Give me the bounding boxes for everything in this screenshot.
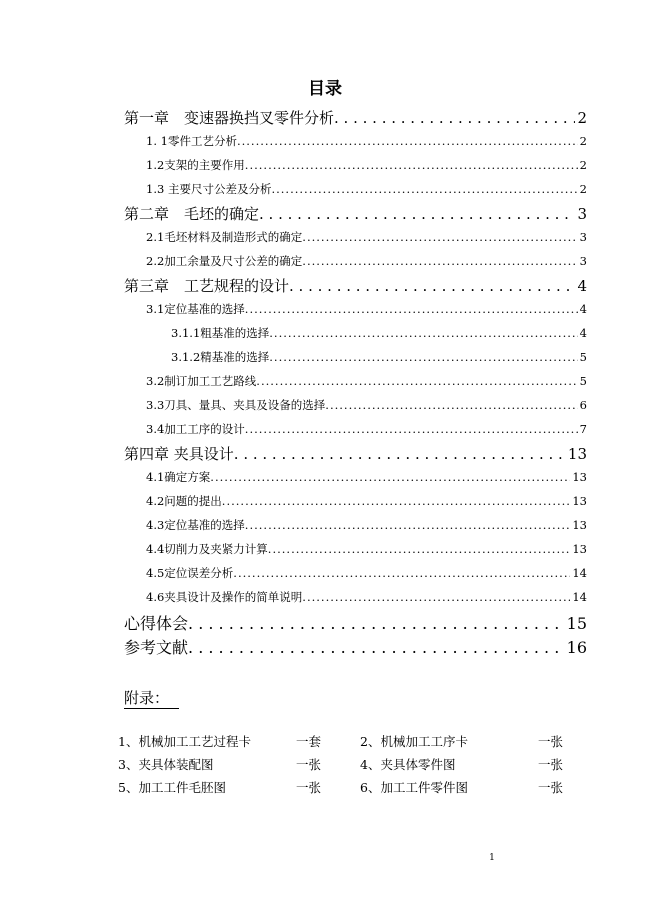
toc-entry-label: 1.2支架的主要作用: [146, 158, 245, 172]
toc-leader: [302, 254, 577, 268]
toc-leader: [334, 109, 575, 127]
toc-entry-page: 6: [579, 398, 587, 412]
toc-entry-page: 3: [579, 254, 587, 268]
appendix-item-name: 3、夹具体装配图: [118, 757, 214, 772]
appendix-item-qty: 一张: [296, 780, 322, 795]
toc-entry-page: 13: [567, 445, 587, 463]
appendix-item-name: 4、夹具体零件图: [360, 757, 456, 772]
toc-leader: [259, 205, 575, 223]
toc-entry-label: 2.2加工余量及尺寸公差的确定: [146, 254, 303, 268]
toc-entry-page: 5: [579, 374, 587, 388]
toc-leader: [245, 422, 578, 436]
toc-leader: [188, 614, 565, 633]
toc-entry[interactable]: [146, 397, 587, 413]
toc-leader: [222, 494, 571, 508]
toc-leader: [256, 374, 577, 388]
toc-entry-label: 3.4加工工序的设计: [146, 422, 245, 436]
toc-leader: [302, 590, 570, 604]
toc-entry[interactable]: [146, 469, 587, 485]
toc-entry-label: 第四章 夹具设计: [124, 445, 234, 463]
toc-entry-label: 3.3刀具、量具、夹具及设备的选择: [146, 398, 326, 412]
toc-entry-label: 第二章 毛坯的确定: [124, 205, 260, 223]
appendix-item-qty: 一套: [296, 734, 322, 749]
toc-entry[interactable]: [146, 517, 587, 533]
toc-entry-label: 4.4切削力及夹紧力计算: [146, 542, 268, 556]
toc-entry-page: 2: [579, 134, 587, 148]
toc-entry-page: 3: [577, 205, 587, 223]
toc-entry-page: 2: [577, 109, 587, 127]
toc-leader: [210, 470, 570, 484]
toc-entry-page: 7: [579, 422, 587, 436]
appendix-item-name: 2、机械加工工序卡: [360, 734, 468, 749]
toc-entry[interactable]: [124, 275, 587, 295]
toc-entry[interactable]: [171, 349, 587, 365]
toc-entry-label: 心得体会: [124, 614, 189, 633]
toc-entry-page: 13: [572, 494, 587, 508]
toc-entry[interactable]: [124, 611, 587, 633]
toc-entry[interactable]: [146, 421, 587, 437]
toc-entry-label: 4.1确定方案: [146, 470, 211, 484]
toc-entry[interactable]: [146, 229, 587, 245]
appendix-item-qty: 一张: [538, 757, 564, 772]
appendix-heading: 附录：: [124, 688, 179, 709]
toc-entry-page: 16: [566, 638, 587, 657]
toc-entry-page: 13: [572, 518, 587, 532]
toc-entry[interactable]: [146, 589, 587, 605]
toc-entry[interactable]: [146, 541, 587, 557]
toc-entry-page: 5: [579, 350, 587, 364]
toc-entry[interactable]: [146, 181, 587, 197]
toc-entry-page: 13: [572, 542, 587, 556]
toc-leader: [269, 350, 577, 364]
toc-entry-label: 3.1.1粗基准的选择: [171, 326, 270, 340]
appendix-item-name: 6、加工工件零件图: [360, 780, 468, 795]
toc-entry[interactable]: [124, 635, 587, 657]
toc-leader: [245, 518, 571, 532]
toc-entry-label: 参考文献: [124, 638, 189, 657]
toc-entry-label: 第一章 变速器换挡叉零件分析: [124, 109, 335, 127]
toc-entry-label: 4.5定位误差分析: [146, 566, 234, 580]
toc-entry-label: 3.1定位基准的选择: [146, 302, 245, 316]
toc-leader: [188, 638, 565, 657]
appendix-item-name: 1、机械加工工艺过程卡: [118, 734, 251, 749]
toc-entry-page: 4: [579, 302, 587, 316]
toc-leader: [245, 158, 578, 172]
toc-title: 目录: [308, 79, 342, 99]
toc-entry-label: 3.2制订加工工艺路线: [146, 374, 257, 388]
toc-entry-label: 1. 1零件工艺分析: [146, 134, 237, 148]
toc-leader: [325, 398, 577, 412]
toc-leader: [269, 326, 577, 340]
toc-entry-label: 4.3定位基准的选择: [146, 518, 245, 532]
appendix-item-name: 5、加工工件毛胚图: [118, 780, 226, 795]
toc-entry-page: 13: [572, 470, 587, 484]
toc-entry-page: 2: [579, 182, 587, 196]
toc-entry[interactable]: [124, 203, 587, 223]
toc-entry[interactable]: [171, 325, 587, 341]
toc-entry-page: 14: [572, 566, 587, 580]
toc-leader: [245, 302, 578, 316]
toc-entry-label: 2.1毛坯材料及制造形式的确定: [146, 230, 303, 244]
toc-entry[interactable]: [146, 253, 587, 269]
toc-entry[interactable]: [124, 107, 587, 127]
toc-entry-page: 4: [579, 326, 587, 340]
toc-entry[interactable]: [146, 493, 587, 509]
toc-entry-label: 1.3 主要尺寸公差及分析: [146, 182, 272, 196]
toc-entry-label: 3.1.2精基准的选择: [171, 350, 270, 364]
toc-entry-page: 3: [579, 230, 587, 244]
page-number: 1: [489, 853, 495, 863]
toc-leader: [237, 134, 578, 148]
toc-entry-page: 4: [577, 277, 587, 295]
appendix-item-qty: 一张: [296, 757, 322, 772]
toc-entry-page: 14: [572, 590, 587, 604]
toc-leader: [302, 230, 577, 244]
toc-leader: [289, 277, 575, 295]
toc-entry[interactable]: [146, 301, 587, 317]
toc-entry[interactable]: [146, 157, 587, 173]
toc-entry[interactable]: [146, 565, 587, 581]
toc-entry-label: 4.2问题的提出: [146, 494, 222, 508]
toc-entry-page: 15: [566, 614, 587, 633]
toc-entry[interactable]: [146, 133, 587, 149]
toc-leader: [271, 182, 577, 196]
toc-entry-page: 2: [579, 158, 587, 172]
appendix-item-qty: 一张: [538, 780, 564, 795]
toc-entry[interactable]: [124, 443, 587, 463]
appendix-item-qty: 一张: [538, 734, 564, 749]
toc-leader: [234, 445, 566, 463]
toc-entry-label: 第三章 工艺规程的设计: [124, 277, 290, 295]
toc-entry-label: 4.6夹具设计及操作的简单说明: [146, 590, 303, 604]
toc-entry[interactable]: [146, 373, 587, 389]
toc-leader: [233, 566, 570, 580]
toc-leader: [268, 542, 571, 556]
